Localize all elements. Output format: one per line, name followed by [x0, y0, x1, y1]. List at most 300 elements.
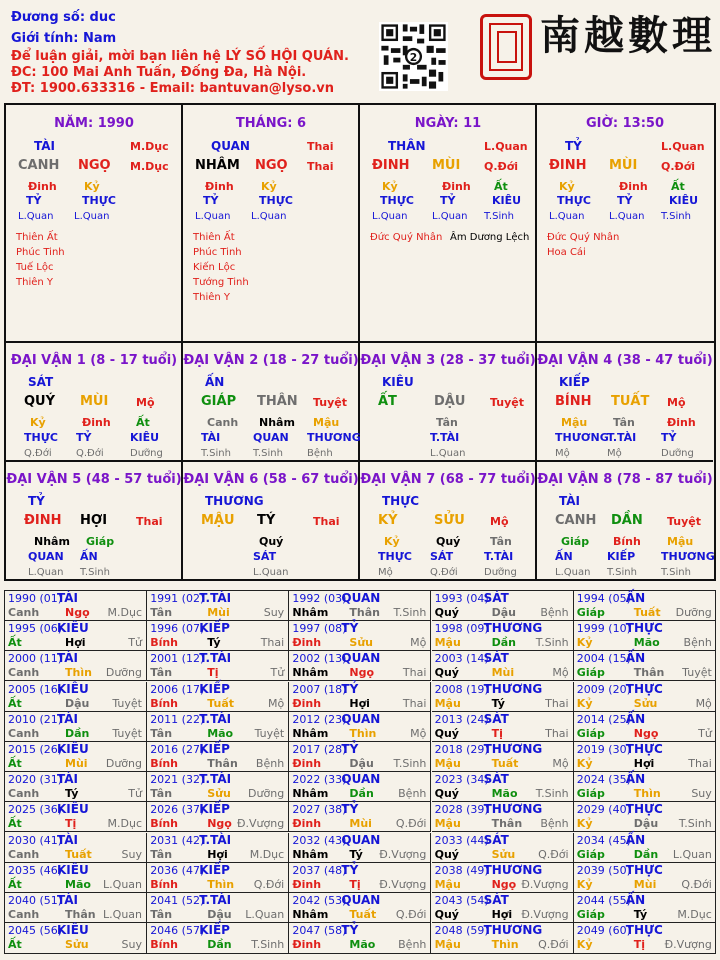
year-stage: L.Quan	[245, 908, 285, 921]
hidden-stage: T.Sinh	[80, 567, 110, 578]
hidden-ten-god: TÀI	[201, 431, 221, 444]
year-cell	[5, 742, 147, 772]
year-stem: Kỷ	[576, 877, 593, 891]
year-cell	[289, 772, 431, 802]
year-branch: Sửu	[633, 696, 658, 710]
year-stage: Tử	[128, 787, 142, 801]
hidden-stage: T.Sinh	[484, 211, 514, 222]
hidden-ten-god: QUAN	[28, 550, 64, 563]
hidden-stage: T.Sinh	[661, 567, 691, 578]
year-label: 2047 (58)	[292, 924, 347, 938]
hidden-stage: Mộ	[607, 448, 622, 459]
year-stem: Đinh	[292, 938, 322, 952]
hidden-stage: T.Sinh	[201, 448, 231, 459]
year-cell	[432, 651, 574, 681]
year-stem: Đinh	[292, 817, 322, 831]
svg-text:2: 2	[409, 50, 418, 64]
year-stem: Mậu	[434, 757, 461, 770]
luck-stage: Mộ	[667, 396, 686, 409]
year-label: 2008 (19)	[434, 682, 489, 696]
year-label: 2034 (45)	[576, 833, 631, 847]
year-cell	[147, 863, 289, 893]
year-stem: Tân	[150, 908, 173, 921]
luck-branch: TUẤT	[611, 394, 650, 409]
hidden-ten-god: THƯƠNG	[307, 431, 361, 444]
hidden-ten-god: T.TÀI	[430, 431, 460, 444]
brand-logo: 南越數理	[540, 12, 716, 59]
year-ten-god: SÁT	[483, 651, 509, 666]
year-label: 2003 (14)	[434, 652, 489, 666]
year-stem: Ất	[8, 696, 22, 710]
auspicious-star: Thiên Y	[16, 277, 54, 288]
hidden-stem: Giáp	[561, 535, 590, 548]
year-cell	[574, 923, 716, 953]
year-stage: Tử	[270, 666, 285, 680]
hidden-stage: Dưỡng	[130, 448, 163, 459]
pillar-heavenly-stem: ĐINH	[372, 158, 410, 173]
year-stage: Bệnh	[255, 757, 285, 770]
year-stage: M.Dục	[107, 817, 142, 831]
pillar-heavenly-stem: CANH	[18, 158, 60, 173]
year-label: 2044 (55)	[576, 894, 631, 907]
luck-stem: KỶ	[378, 513, 398, 528]
year-cell	[574, 712, 716, 742]
year-ten-god: KIẾP	[199, 742, 230, 756]
luck-title: ĐẠI VẬN 6 (58 - 67 tuổi)	[183, 472, 359, 487]
year-label: 2035 (46)	[8, 863, 63, 877]
hidden-stage: Q.Đới	[24, 448, 52, 459]
hidden-stage: L.Quan	[609, 211, 645, 222]
year-stem: Bính	[150, 636, 179, 650]
year-branch: Hợi	[633, 757, 655, 770]
year-cell	[147, 621, 289, 651]
pillar-title: NGÀY: 11	[414, 116, 482, 131]
year-branch: Ngọ	[65, 606, 90, 619]
year-stage: Tử	[698, 726, 712, 740]
auspicious-star: Phúc Tinh	[193, 247, 242, 258]
year-label: 2001 (12)	[150, 652, 205, 666]
year-branch: Dần	[491, 636, 516, 650]
year-stage: Thai	[402, 666, 427, 680]
year-label: 2049 (60)	[576, 924, 631, 938]
year-branch: Mão	[633, 636, 660, 650]
year-ten-god: THƯƠNG	[483, 923, 543, 938]
hidden-stage: L.Quan	[251, 211, 287, 222]
year-ten-god: TỶ	[341, 802, 359, 817]
year-label: 1997 (08)	[292, 622, 347, 636]
hidden-ten-god: KIÊU	[130, 431, 160, 444]
year-ten-god: KIẾP	[199, 923, 230, 938]
pillar-stage-top: M.Dục	[130, 140, 169, 153]
year-cell	[432, 682, 574, 712]
hidden-stage: L.Quan	[432, 211, 468, 222]
year-ten-god: SÁT	[483, 893, 509, 907]
auspicious-star: Hoa Cái	[547, 247, 586, 258]
hidden-stage: L.Quan	[549, 211, 585, 222]
year-stem: Canh	[8, 666, 40, 680]
hidden-stem: Mậu	[561, 416, 588, 429]
year-label: 2023 (34)	[434, 773, 489, 787]
hidden-stage: L.Quan	[18, 211, 54, 222]
year-label: 1999 (10)	[576, 622, 631, 636]
year-stage: T.Sinh	[251, 938, 285, 952]
year-stem: Ất	[8, 636, 22, 650]
auspicious-star: Thiên Ất	[16, 232, 58, 243]
year-branch: Tị	[349, 877, 361, 891]
hidden-ten-god: THỰC	[259, 194, 293, 207]
year-cell	[5, 591, 147, 621]
pillar-stage: Q.Đới	[661, 160, 696, 173]
luck-stem: MẬU	[201, 513, 235, 528]
year-ten-god: T.TÀI	[199, 772, 232, 787]
hidden-stem: Kỷ	[30, 416, 46, 429]
pillar-earthly-branch: NGỌ	[255, 158, 288, 173]
pillar-stage: Q.Đới	[484, 160, 519, 173]
luck-cell	[537, 462, 713, 579]
luck-cell	[360, 343, 537, 462]
hidden-stem: Đinh	[82, 416, 111, 429]
year-label: 2036 (47)	[150, 863, 205, 877]
hidden-stem: Đinh	[28, 180, 57, 193]
luck-ten-god: TỶ	[28, 494, 45, 508]
luck-stem: CANH	[555, 513, 597, 528]
year-ten-god: KIÊU	[57, 681, 89, 696]
year-stem: Tân	[150, 787, 173, 801]
auspicious-star: Tuế Lộc	[16, 262, 54, 273]
year-cell	[147, 772, 289, 802]
year-label: 2020 (31)	[8, 773, 63, 787]
hidden-ten-god: KIÊU	[492, 194, 522, 207]
year-ten-god: TÀI	[57, 711, 79, 726]
year-ten-god: TỶ	[341, 621, 359, 636]
year-label: 2048 (59)	[434, 924, 489, 938]
luck-cell	[6, 462, 183, 579]
year-stem: Quý	[434, 726, 459, 740]
year-label: 2032 (43)	[292, 833, 347, 847]
pillar-heavenly-stem: ĐINH	[549, 158, 587, 173]
year-ten-god: THỰC	[625, 681, 663, 696]
hidden-stem: Kỷ	[559, 180, 575, 193]
year-stage: Bệnh	[398, 938, 427, 952]
year-cell	[147, 893, 289, 923]
year-stage: Dưỡng	[105, 666, 142, 680]
year-cell	[289, 621, 431, 651]
luck-title: ĐẠI VẬN 7 (68 - 77 tuổi)	[360, 472, 536, 487]
hidden-stage: Dưỡng	[661, 448, 694, 459]
year-branch: Tị	[633, 938, 646, 952]
qr-code-icon	[379, 22, 448, 91]
year-ten-god: ẤN	[625, 591, 646, 605]
hidden-stage: Dưỡng	[484, 567, 517, 578]
year-label: 2012 (23)	[292, 712, 347, 726]
hidden-ten-god: THỰC	[378, 550, 412, 563]
year-stem: Giáp	[576, 847, 605, 861]
hidden-stem: Ất	[671, 180, 685, 193]
year-branch: Thìn	[207, 877, 235, 891]
year-stage: M.Dục	[249, 847, 285, 861]
year-stem: Mậu	[434, 877, 461, 891]
pillar-title: NĂM: 1990	[54, 116, 134, 131]
hidden-ten-god: THỰC	[24, 431, 58, 444]
year-label: 1991 (02)	[150, 592, 205, 605]
year-cell	[5, 682, 147, 712]
year-stem: Giáp	[576, 606, 605, 619]
year-cell	[5, 833, 147, 863]
year-branch: Hợi	[349, 696, 370, 710]
year-stage: Đ.Vượng	[521, 908, 569, 921]
hidden-stem: Giáp	[86, 535, 115, 548]
hidden-ten-god: TỶ	[26, 194, 42, 207]
year-stem: Nhâm	[292, 908, 329, 921]
year-stage: T.Sinh	[535, 636, 569, 650]
year-stem: Quý	[434, 787, 459, 801]
luck-stage: Mộ	[490, 515, 509, 528]
year-branch: Dậu	[633, 817, 659, 831]
year-label: 2043 (54)	[434, 894, 489, 907]
year-cell	[147, 651, 289, 681]
year-label: 2009 (20)	[576, 682, 631, 696]
year-stage: Thai	[688, 757, 712, 770]
year-ten-god: ẤN	[625, 651, 646, 666]
year-ten-god: KIẾP	[199, 862, 230, 877]
luck-branch: DẬU	[434, 394, 466, 409]
year-stem: Kỷ	[576, 817, 593, 831]
year-ten-god: T.TÀI	[199, 591, 232, 605]
hidden-stem: Tân	[436, 416, 458, 429]
year-label: 2015 (26)	[8, 743, 63, 756]
year-label: 2029 (40)	[576, 803, 631, 817]
luck-branch: TÝ	[257, 513, 276, 528]
year-branch: Tuất	[491, 757, 519, 770]
hidden-ten-god: THƯƠNG	[555, 431, 609, 444]
year-stage: Mộ	[552, 666, 569, 680]
year-cell	[432, 591, 574, 621]
year-stage: Bệnh	[540, 606, 569, 619]
year-stage: Suy	[263, 606, 285, 619]
luck-branch: MÙI	[80, 394, 109, 409]
hidden-ten-god: TỶ	[440, 194, 456, 207]
pillar-stage-top: L.Quan	[484, 140, 528, 153]
year-stem: Mậu	[434, 636, 461, 650]
hidden-stem: Canh	[207, 416, 239, 429]
year-stem: Nhâm	[292, 787, 329, 801]
year-label: 2026 (37)	[150, 803, 205, 817]
year-stem: Ất	[8, 938, 22, 952]
luck-stem: ẤT	[378, 394, 397, 409]
hidden-stem: Kỷ	[261, 180, 277, 193]
year-branch: Dần	[349, 787, 374, 801]
year-cell	[147, 923, 289, 953]
hidden-stage: L.Quan	[430, 448, 466, 459]
year-label: 2039 (50)	[576, 863, 631, 877]
luck-stage: Mộ	[136, 396, 155, 409]
hidden-stage: T.Sinh	[607, 567, 637, 578]
year-stage: M.Dục	[107, 606, 142, 619]
year-stem: Kỷ	[576, 757, 593, 770]
auspicious-star: Kiến Lộc	[193, 262, 236, 273]
year-label: 2013 (24)	[434, 712, 489, 726]
year-stem: Nhâm	[292, 666, 329, 680]
year-ten-god: T.TÀI	[199, 832, 232, 847]
year-label: 2045 (56)	[8, 924, 63, 938]
hidden-stem: Đinh	[667, 416, 696, 429]
year-label: 1996 (07)	[150, 622, 205, 636]
year-cell	[289, 651, 431, 681]
year-stage: Suy	[691, 787, 712, 801]
pillar-stage-top: L.Quan	[661, 140, 705, 153]
luck-title: ĐẠI VẬN 2 (18 - 27 tuổi)	[183, 353, 359, 368]
year-stem: Bính	[150, 757, 179, 770]
year-ten-god: KIÊU	[57, 621, 89, 636]
hidden-stem: Đinh	[205, 180, 234, 193]
year-stage: T.Sinh	[535, 787, 569, 801]
hidden-ten-god: ẤN	[80, 550, 98, 563]
year-label: 2002 (13)	[292, 652, 347, 666]
luck-title: ĐẠI VẬN 3 (28 - 37 tuổi)	[360, 353, 536, 368]
year-branch: Ngọ	[491, 877, 517, 891]
pillar-ten-god: TỶ	[565, 139, 582, 153]
year-branch: Dần	[65, 726, 90, 740]
year-ten-god: THƯƠNG	[483, 681, 543, 696]
year-ten-god: QUAN	[341, 651, 381, 666]
year-branch: Mão	[349, 938, 376, 952]
year-stem: Kỷ	[576, 938, 593, 952]
year-label: 2010 (21)	[8, 712, 63, 726]
auspicious-star: Thiên Y	[193, 292, 231, 303]
hidden-stage: L.Quan	[74, 211, 110, 222]
year-stem: Đinh	[292, 757, 322, 770]
year-cell	[5, 893, 147, 923]
year-branch: Tý	[491, 696, 505, 710]
year-stem: Quý	[434, 666, 459, 680]
year-stem: Tân	[150, 726, 173, 740]
year-stage: Dưỡng	[105, 757, 142, 770]
luck-stage: Tuyệt	[490, 396, 525, 409]
year-stem: Bính	[150, 696, 179, 710]
luck-branch: THÂN	[257, 394, 298, 409]
year-cell	[432, 923, 574, 953]
phone-email: ĐT: 1900.633316 - Email: bantuvan@lyso.vn	[11, 81, 335, 96]
luck-title: ĐẠI VẬN 5 (48 - 57 tuổi)	[6, 472, 182, 487]
report-header	[0, 0, 720, 100]
year-branch: Dậu	[491, 606, 516, 619]
hidden-ten-god: T.TÀI	[607, 431, 637, 444]
year-ten-god: THỰC	[625, 923, 663, 938]
year-cell	[289, 923, 431, 953]
contact-invite: Để luận giải, mời bạn liên hệ LÝ SỐ HỘI QUÁN.	[11, 49, 349, 64]
year-branch: Hợi	[491, 908, 513, 921]
year-stage: T.Sinh	[678, 817, 712, 831]
year-branch: Sửu	[491, 847, 516, 861]
year-cell	[289, 833, 431, 863]
luck-cell	[183, 462, 360, 579]
year-stage: Bệnh	[398, 787, 427, 801]
hidden-stem: Ất	[494, 180, 508, 193]
year-ten-god: THỰC	[625, 742, 663, 756]
year-cell	[432, 621, 574, 651]
year-label: 2031 (42)	[150, 833, 205, 847]
year-branch: Tị	[207, 666, 219, 680]
year-stage: Q.Đới	[538, 847, 569, 861]
year-branch: Sửu	[349, 636, 373, 650]
year-stem: Giáp	[576, 787, 605, 801]
year-cell	[289, 712, 431, 742]
year-ten-god: THƯƠNG	[483, 862, 543, 877]
year-cell	[574, 621, 716, 651]
year-stage: Mộ	[410, 636, 427, 650]
hidden-ten-god: SÁT	[430, 550, 454, 563]
year-stage: Dưỡng	[248, 787, 285, 801]
hidden-stage: L.Quan	[555, 567, 591, 578]
year-ten-god: SÁT	[483, 832, 509, 847]
year-stage: Đ.Vượng	[379, 877, 427, 891]
year-ten-god: T.TÀI	[199, 711, 232, 726]
pillar-stage-top: Thai	[307, 140, 334, 153]
year-label: 2041 (52)	[150, 894, 205, 907]
year-label: 2011 (22)	[150, 712, 205, 726]
year-stage: Đ.Vượng	[236, 817, 285, 831]
luck-ten-god: TÀI	[559, 494, 581, 508]
year-ten-god: TỶ	[341, 862, 359, 877]
hidden-stem: Quý	[259, 535, 284, 548]
year-stage: L.Quan	[672, 847, 712, 861]
year-label: 1993 (04)	[434, 592, 489, 605]
year-ten-god: ẤN	[625, 711, 646, 726]
year-cell	[147, 742, 289, 772]
year-ten-god: KIÊU	[57, 802, 89, 817]
luck-stage: Tuyệt	[667, 515, 702, 528]
year-cell	[289, 863, 431, 893]
year-stage: Suy	[121, 847, 142, 861]
year-branch: Tuất	[633, 606, 661, 619]
year-ten-god: TÀI	[57, 893, 79, 907]
year-stage: Mộ	[695, 696, 712, 710]
hidden-ten-god: TỶ	[76, 431, 92, 444]
year-cell	[432, 893, 574, 923]
year-ten-god: QUAN	[341, 893, 381, 907]
hidden-ten-god: THƯƠNG	[661, 550, 715, 563]
year-branch: Mùi	[633, 877, 657, 891]
year-stage: Thai	[545, 726, 569, 740]
auspicious-star: Phúc Tinh	[16, 247, 65, 258]
year-stem: Quý	[434, 847, 459, 861]
luck-cell	[6, 343, 183, 462]
year-cell	[289, 742, 431, 772]
year-branch: Dậu	[349, 757, 374, 770]
year-stem: Bính	[150, 938, 179, 952]
hidden-stem: Nhâm	[259, 416, 295, 429]
year-label: 1995 (06)	[8, 622, 63, 636]
year-branch: Thìn	[633, 787, 661, 801]
hidden-stage: T.Sinh	[661, 211, 691, 222]
auspicious-star: Thiên Ất	[193, 232, 235, 243]
year-label: 2042 (53)	[292, 894, 347, 907]
year-label: 2007 (18)	[292, 682, 347, 696]
hidden-ten-god: THỰC	[380, 194, 414, 207]
year-ten-god: TÀI	[57, 832, 79, 847]
year-stage: Thai	[260, 636, 285, 650]
pillar-cell	[183, 105, 360, 343]
year-stem: Canh	[8, 908, 40, 921]
year-branch: Tuất	[349, 908, 377, 921]
year-cell	[432, 863, 574, 893]
year-stage: Tử	[128, 636, 142, 650]
hidden-stem: Nhâm	[34, 535, 70, 548]
year-cell	[5, 621, 147, 651]
year-branch: Hợi	[65, 636, 86, 650]
year-ten-god: QUAN	[341, 832, 381, 847]
year-branch: Thìn	[349, 726, 377, 740]
